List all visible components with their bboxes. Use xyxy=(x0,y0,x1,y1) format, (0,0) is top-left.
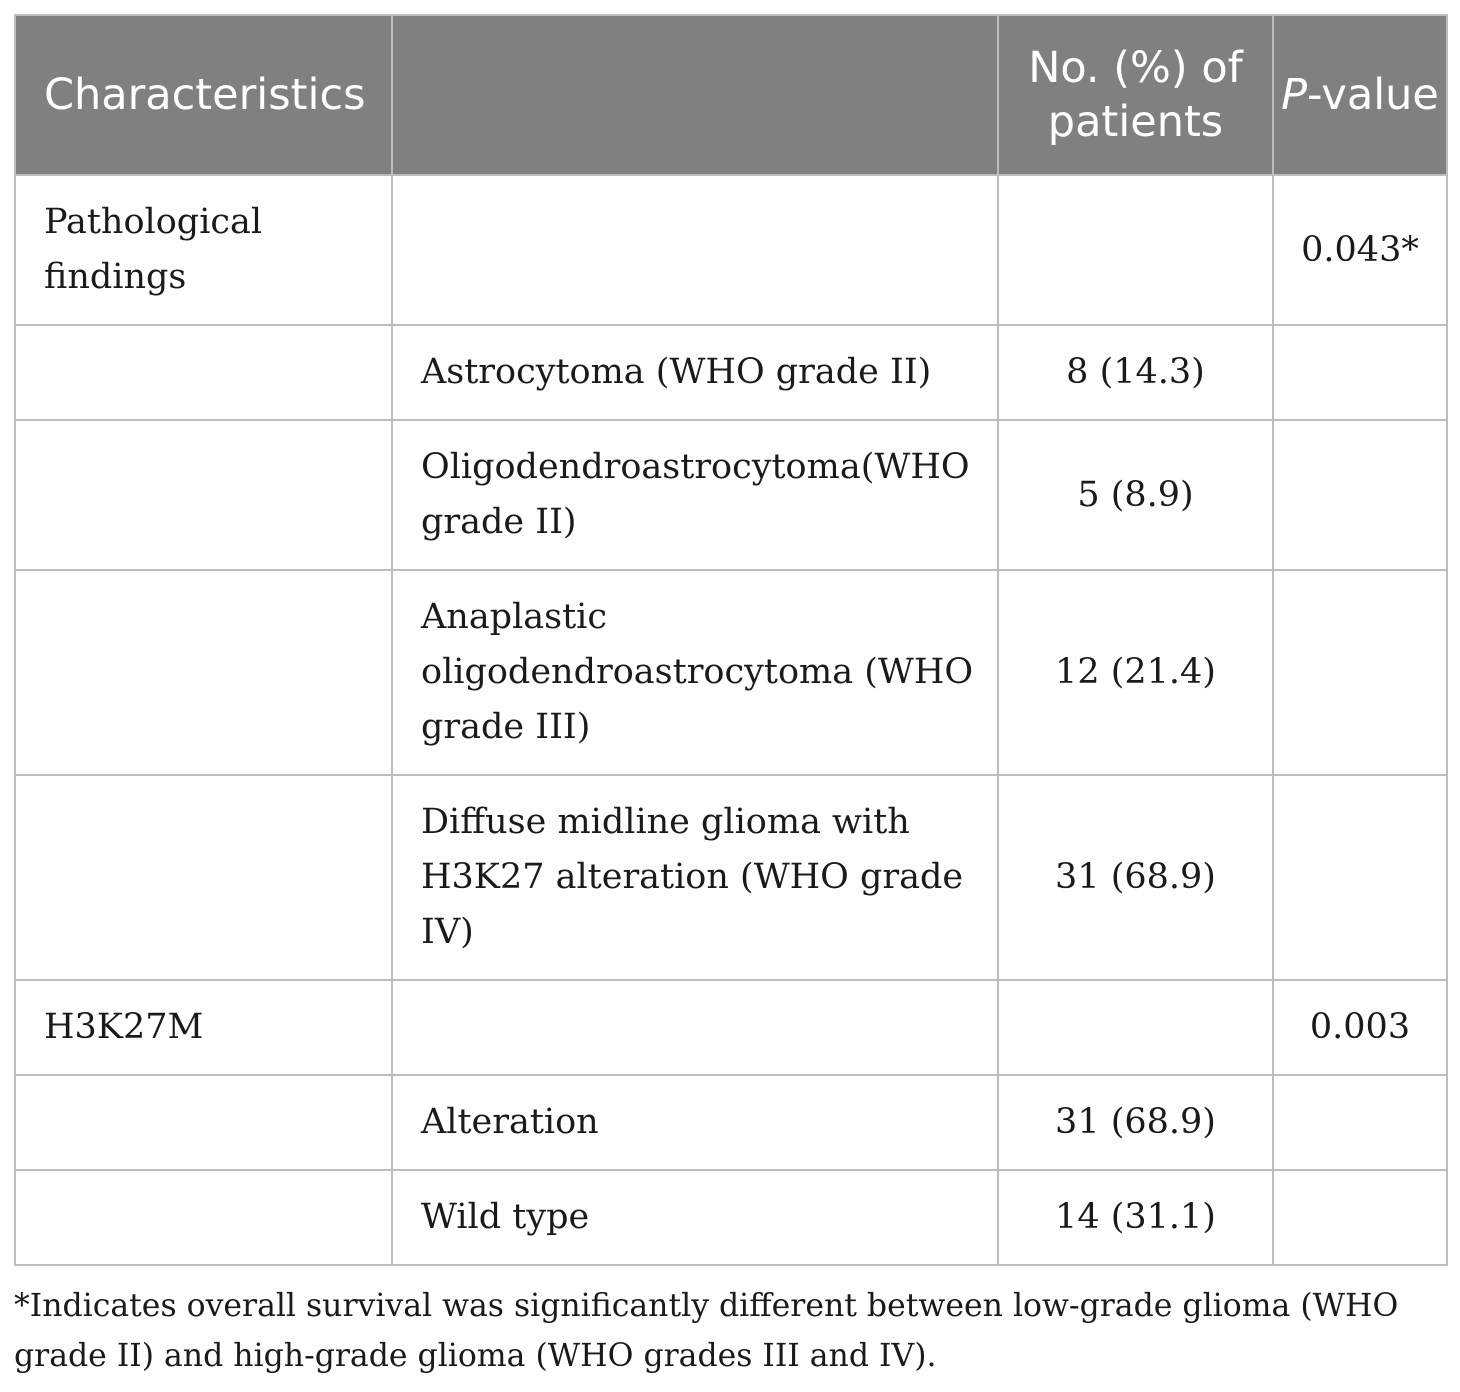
cell-subcategory: Oligodendroastrocytoma(WHO grade II) xyxy=(392,420,998,570)
cell-p-value xyxy=(1273,325,1447,420)
cell-characteristic xyxy=(15,420,392,570)
table-row xyxy=(15,570,1447,775)
cell-characteristic xyxy=(15,570,392,775)
header-characteristics: Characteristics xyxy=(15,15,392,175)
results-table xyxy=(14,14,1448,1266)
cell-characteristic: H3K27M xyxy=(15,980,392,1075)
cell-characteristic xyxy=(15,775,392,980)
cell-patients xyxy=(998,175,1273,325)
cell-subcategory xyxy=(392,980,998,1075)
header-patients: No. (%) of patients xyxy=(998,15,1273,175)
cell-p-value xyxy=(1273,775,1447,980)
cell-patients: 14 (31.1) xyxy=(998,1170,1273,1265)
cell-patients: 31 (68.9) xyxy=(998,1075,1273,1170)
cell-subcategory: Anaplastic oligodendroastrocytoma (WHO grade III) xyxy=(392,570,998,775)
cell-p-value xyxy=(1273,1170,1447,1265)
cell-patients: 31 (68.9) xyxy=(998,775,1273,980)
cell-p-value xyxy=(1273,1075,1447,1170)
cell-patients: 5 (8.9) xyxy=(998,420,1273,570)
header-subcategory xyxy=(392,15,998,175)
cell-patients: 8 (14.3) xyxy=(998,325,1273,420)
table-footnote: *Indicates overall survival was significantly different between low-grade glioma (WHO grade II) and high-grade glioma (WHO grades III and IV). xyxy=(14,1288,1399,1374)
cell-p-value xyxy=(1273,420,1447,570)
cell-subcategory: Diffuse midline glioma with H3K27 alteration (WHO grade IV) xyxy=(392,775,998,980)
header-p-value xyxy=(1273,15,1447,175)
cell-characteristic: Pathological findings xyxy=(15,175,392,325)
table-header-row xyxy=(15,15,1447,175)
table-row xyxy=(15,175,1447,325)
table-row xyxy=(15,420,1447,570)
cell-subcategory: Alteration xyxy=(392,1075,998,1170)
cell-characteristic xyxy=(15,1075,392,1170)
table-row xyxy=(15,980,1447,1075)
cell-p-value: 0.043* xyxy=(1273,175,1447,325)
cell-patients: 12 (21.4) xyxy=(998,570,1273,775)
table-row xyxy=(15,775,1447,980)
cell-p-value: 0.003 xyxy=(1273,980,1447,1075)
cell-characteristic xyxy=(15,1170,392,1265)
table-row xyxy=(15,1170,1447,1265)
header-p-suffix: -value xyxy=(1307,70,1439,120)
cell-subcategory: Wild type xyxy=(392,1170,998,1265)
cell-subcategory xyxy=(392,175,998,325)
cell-patients xyxy=(998,980,1273,1075)
header-p-letter: P xyxy=(1281,70,1308,120)
table-row xyxy=(15,1075,1447,1170)
table-row xyxy=(15,325,1447,420)
cell-characteristic xyxy=(15,325,392,420)
cell-p-value xyxy=(1273,570,1447,775)
cell-subcategory: Astrocytoma (WHO grade II) xyxy=(392,325,998,420)
